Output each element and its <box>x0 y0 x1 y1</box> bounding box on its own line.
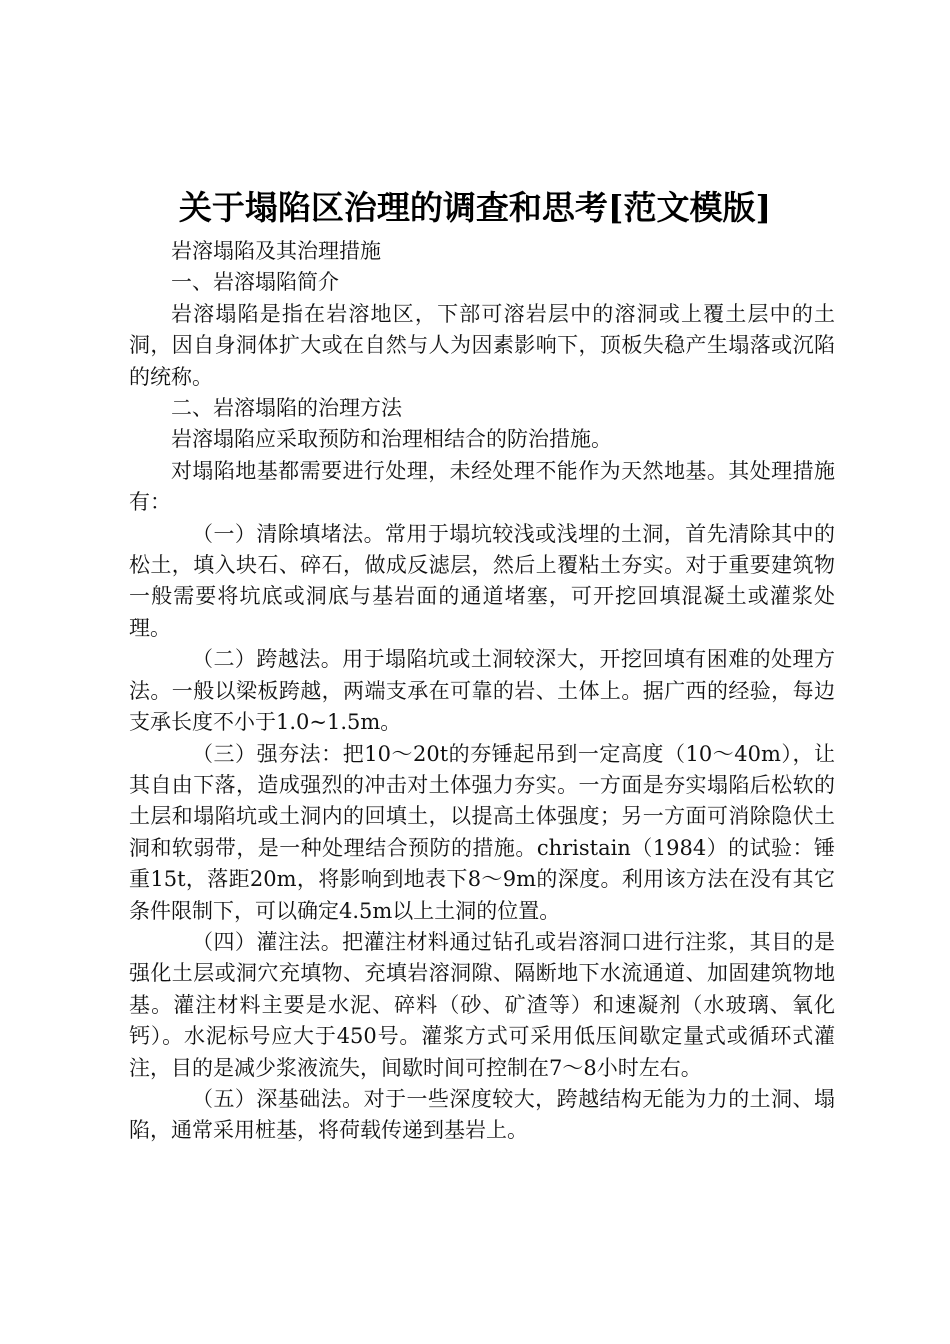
paragraph-method-1-clear-fill: （一）清除填堵法。常用于塌坑较浅或浅埋的土洞，首先清除其中的松土，填入块石、碎石，做成反滤层，然后上覆粘土夯实。对于重要建筑物一般需要将坑底或洞底与基岩面的通道堵塞，可开挖回填混凝土或灌浆处理。 <box>129 521 835 640</box>
paragraph-prevention-principle: 岩溶塌陷应采取预防和治理相结合的防治措施。 <box>171 427 612 452</box>
paragraph-method-5-deep-foundation: （五）深基础法。对于一些深度较大，跨越结构无能为力的土洞、塌陷，通常采用桩基，将荷载传递到基岩上。 <box>129 1086 835 1143</box>
paragraph-treatment-intro: 对塌陷地基都需要进行处理，未经处理不能作为天然地基。其处理措施有： <box>129 458 835 515</box>
paragraph-method-3-dynamic-compaction: （三）强夯法：把10～20t的夯锤起吊到一定高度（10～40m），让其自由下落，造成强烈的冲击对土体强力夯实。一方面是夯实塌陷后松软的土层和塌陷坑或土洞内的回填土，以提高土体强度；另一方面可消除隐伏土洞和软弱带，是一种处理结合预防的措施。christain（1984）的试验：锤重15t，落距20m，将影响到地表下8～9m的深度。利用该方法在没有其它条件限制下，可以确定4.5m以上土洞的位置。 <box>129 741 835 923</box>
paragraph-karst-collapse-definition: 岩溶塌陷是指在岩溶地区，下部可溶岩层中的溶洞或上覆土层中的土洞，因自身洞体扩大或在自然与人为因素影响下，顶板失稳产生塌落或沉陷的统称。 <box>129 301 835 389</box>
paragraph-heading-main: 岩溶塌陷及其治理措施 <box>171 239 381 263</box>
document-title: 关于塌陷区治理的调查和思考[范文模版] <box>178 188 772 227</box>
paragraph-method-2-span: （二）跨越法。用于塌陷坑或土洞较深大，开挖回填有困难的处理方法。一般以梁板跨越，两端支承在可靠的岩、土体上。据广西的经验，每边支承长度不小于1.0~1.5m。 <box>129 647 835 735</box>
paragraph-section-1-heading: 一、岩溶塌陷简介 <box>171 270 339 295</box>
paragraph-section-2-heading: 二、岩溶塌陷的治理方法 <box>171 396 402 421</box>
document-body <box>129 236 835 1147</box>
paragraph-method-4-grouting: （四）灌注法。把灌注材料通过钻孔或岩溶洞口进行注浆，其目的是强化土层或洞穴充填物、充填岩溶洞隙、隔断地下水流通道、加固建筑物地基。灌注材料主要是水泥、碎料（砂、矿渣等）和速凝剂（水玻璃、氧化钙）。水泥标号应大于450号。灌浆方式可采用低压间歇定量式或循环式灌注，目的是减少浆液流失，间歇时间可控制在7～8小时左右。 <box>129 929 835 1080</box>
